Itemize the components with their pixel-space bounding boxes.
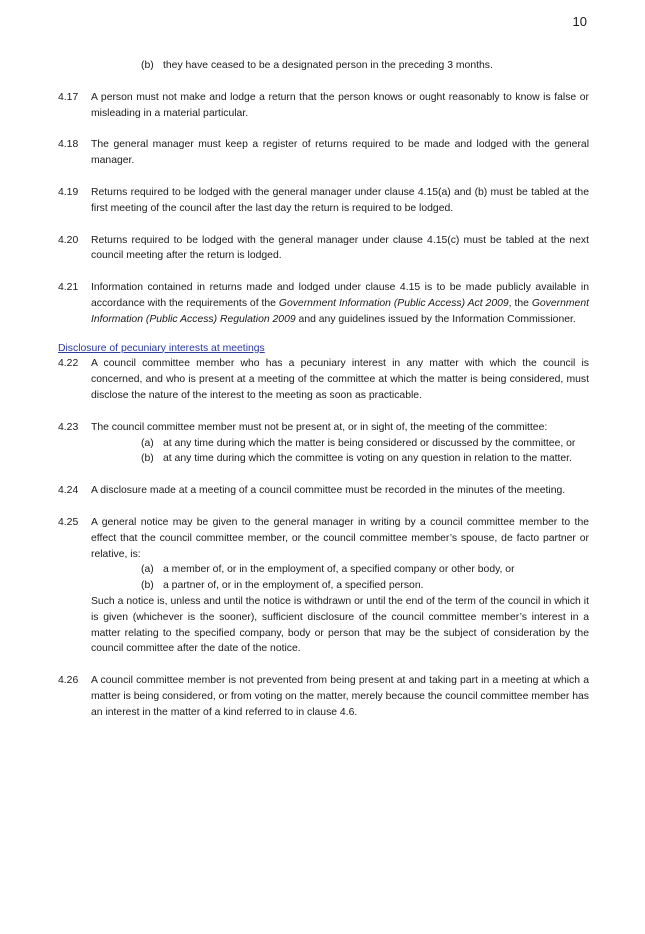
clause-text: Returns required to be lodged with the general manager under clause 4.15(a) and (b) must be tabled at the first meeting of the council after the last day the return is required to be lodged. bbox=[91, 186, 589, 214]
subitem-text: a partner of, or in the employment of, a specified person. bbox=[163, 580, 424, 592]
clause-text: Returns required to be lodged with the general manager under clause 4.15(c) must be tabled at the next council meeting after the return is lodged. bbox=[91, 234, 589, 262]
subitem-text: they have ceased to be a designated person in the preceding 3 months. bbox=[163, 60, 493, 71]
clause-text: A person must not make and lodge a return that the person knows or ought reasonably to know is false or misleading in a material particular. bbox=[91, 91, 589, 119]
clause-4-26 bbox=[58, 673, 589, 720]
clause-text: A general notice may be given to the general manager in writing by a council committee member to the effect that the council committee member, or the council committee member’s spouse, de facto partner or relative, is: bbox=[91, 516, 589, 560]
act-title: Government Information (Public Access) Act 2009 bbox=[278, 297, 509, 309]
clause-text-part: and any guidelines issued by the Information Commissioner. bbox=[295, 313, 576, 325]
clause-text-part: Information contained in returns made and lodged under clause 4.15 is to be made publicly available in accordance with the requirements of the bbox=[91, 282, 589, 309]
clause-text: The general manager must keep a register of returns required to be made and lodged with the general manager. bbox=[91, 139, 589, 167]
clause-number: 4.21 bbox=[58, 282, 79, 294]
clause-4-20 bbox=[58, 233, 589, 265]
clause-text-part: , the bbox=[508, 297, 532, 309]
page-number: 10 bbox=[572, 14, 587, 29]
lead-subitem bbox=[141, 58, 589, 74]
clause-number: 4.19 bbox=[58, 186, 79, 198]
clause-number: 4.25 bbox=[58, 516, 79, 528]
clause-text: A council committee member who has a pecuniary interest in any matter with which the council is concerned, and who is present at a meeting of the committee at which the matter is being considered, must disclose the nature of the interest to the meeting as soon as practicable. bbox=[91, 358, 589, 401]
clause-4-17 bbox=[58, 90, 589, 122]
subitem-text: at any time during which the matter is being considered or discussed by the committee, or bbox=[163, 437, 576, 449]
clause-4-25 bbox=[58, 515, 589, 657]
clause-number: 4.17 bbox=[58, 91, 79, 103]
clause-number: 4.18 bbox=[58, 139, 79, 151]
subitem-label: (b) bbox=[141, 453, 154, 465]
clause-number: 4.24 bbox=[58, 485, 79, 497]
clause-body bbox=[91, 515, 589, 657]
regulation-title: Government Information (Public Access) Regulation 2009 bbox=[91, 297, 589, 325]
subitem-b bbox=[141, 451, 589, 467]
clause-text: A disclosure made at a meeting of a council committee must be recorded in the minutes of the meeting. bbox=[91, 485, 566, 497]
subitem-label: (b) bbox=[141, 60, 154, 71]
subitem-b bbox=[141, 578, 589, 594]
clause-body bbox=[91, 420, 589, 467]
subitem-a bbox=[141, 562, 589, 578]
clause-4-22 bbox=[58, 356, 589, 403]
clause-text: A council committee member is not prevented from being present at and taking part in a meeting at which a matter is being considered, or from voting on the matter, merely because the council committee member has an interest in the matter of a kind referred to in clause 4.6. bbox=[91, 675, 589, 718]
document-body bbox=[58, 58, 589, 737]
clause-number: 4.20 bbox=[58, 234, 79, 246]
clause-text: The council committee member must not be present at, or in sight of, the meeting of the committee: bbox=[91, 421, 548, 433]
subitem-label: (a) bbox=[141, 564, 154, 576]
clause-number: 4.23 bbox=[58, 421, 79, 433]
subitem-text: at any time during which the committee is voting on any question in relation to the matter. bbox=[163, 453, 572, 465]
clause-4-24 bbox=[58, 483, 589, 499]
subitem-label: (a) bbox=[141, 437, 154, 449]
clause-followup-text: Such a notice is, unless and until the notice is withdrawn or until the end of the term of the council in which it is given (whichever is the sooner), sufficient disclosure of the council committee member’s interest in a matter relating to the specified company, body or person that may be the subject of consideration by the council committee after the date of the notice. bbox=[91, 595, 589, 655]
section-heading[interactable]: Disclosure of pecuniary interests at meetings bbox=[58, 342, 265, 354]
subitem-label: (b) bbox=[141, 580, 154, 592]
clause-4-23 bbox=[58, 420, 589, 467]
subitem-a bbox=[141, 436, 589, 452]
clause-4-19 bbox=[58, 185, 589, 217]
subitem-text: a member of, or in the employment of, a specified company or other body, or bbox=[163, 564, 515, 576]
clause-4-21 bbox=[58, 280, 589, 327]
clause-4-18 bbox=[58, 137, 589, 169]
clause-number: 4.26 bbox=[58, 675, 79, 687]
clause-number: 4.22 bbox=[58, 358, 79, 370]
clause-text bbox=[91, 280, 589, 327]
